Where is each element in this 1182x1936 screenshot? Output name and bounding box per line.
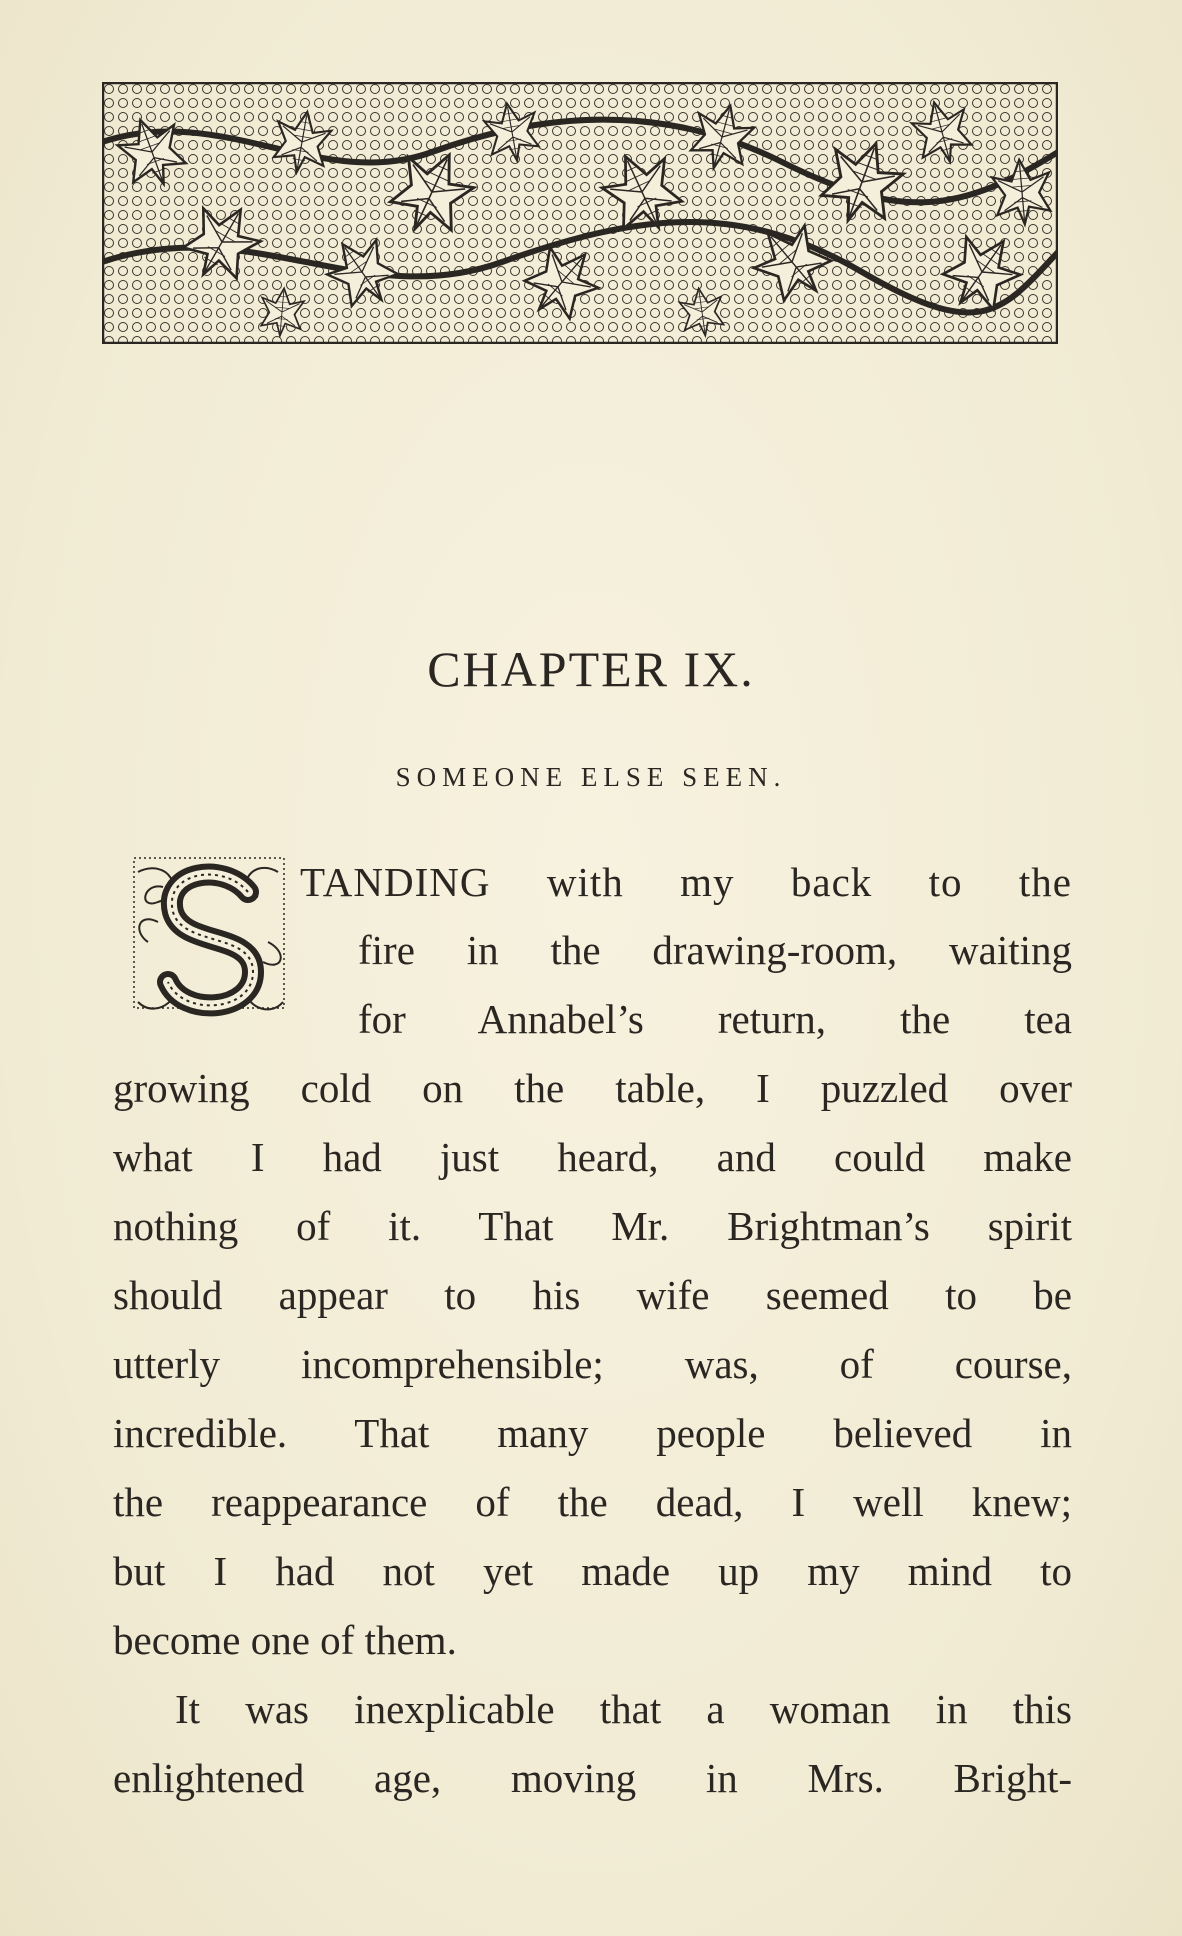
text-line: fire in the drawing-room, waiting — [358, 927, 1072, 973]
text-line: incredible. That many people believed in — [113, 1410, 1072, 1456]
text-line: what I had just heard, and could make — [113, 1134, 1072, 1180]
text-line: but I had not yet made up my mind to — [113, 1548, 1072, 1594]
text-line: growing cold on the table, I puzzled over — [113, 1065, 1072, 1111]
text-line: utterly incomprehensible; was, of course, — [113, 1341, 1072, 1387]
chapter-subtitle: SOMEONE ELSE SEEN. — [395, 762, 787, 792]
text-line: It was inexplicable that a woman in this — [175, 1686, 1072, 1732]
text-line: for Annabel’s return, the tea — [358, 996, 1072, 1042]
text-line: enlightened age, moving in Mrs. Bright- — [113, 1755, 1072, 1801]
text-line: become one of them. — [113, 1617, 457, 1663]
text-line: nothing of it. That Mr. Brightman’s spirit — [113, 1203, 1072, 1249]
chapter-title: CHAPTER IX. — [427, 641, 755, 697]
text-line: TANDING with my back to the — [300, 859, 1072, 905]
text-line: the reappearance of the dead, I well knew; — [113, 1479, 1072, 1525]
ivy-headpiece-ornament — [102, 82, 1058, 344]
text-line: should appear to his wife seemed to be — [113, 1272, 1072, 1318]
ornamental-drop-cap-s — [128, 852, 298, 1024]
